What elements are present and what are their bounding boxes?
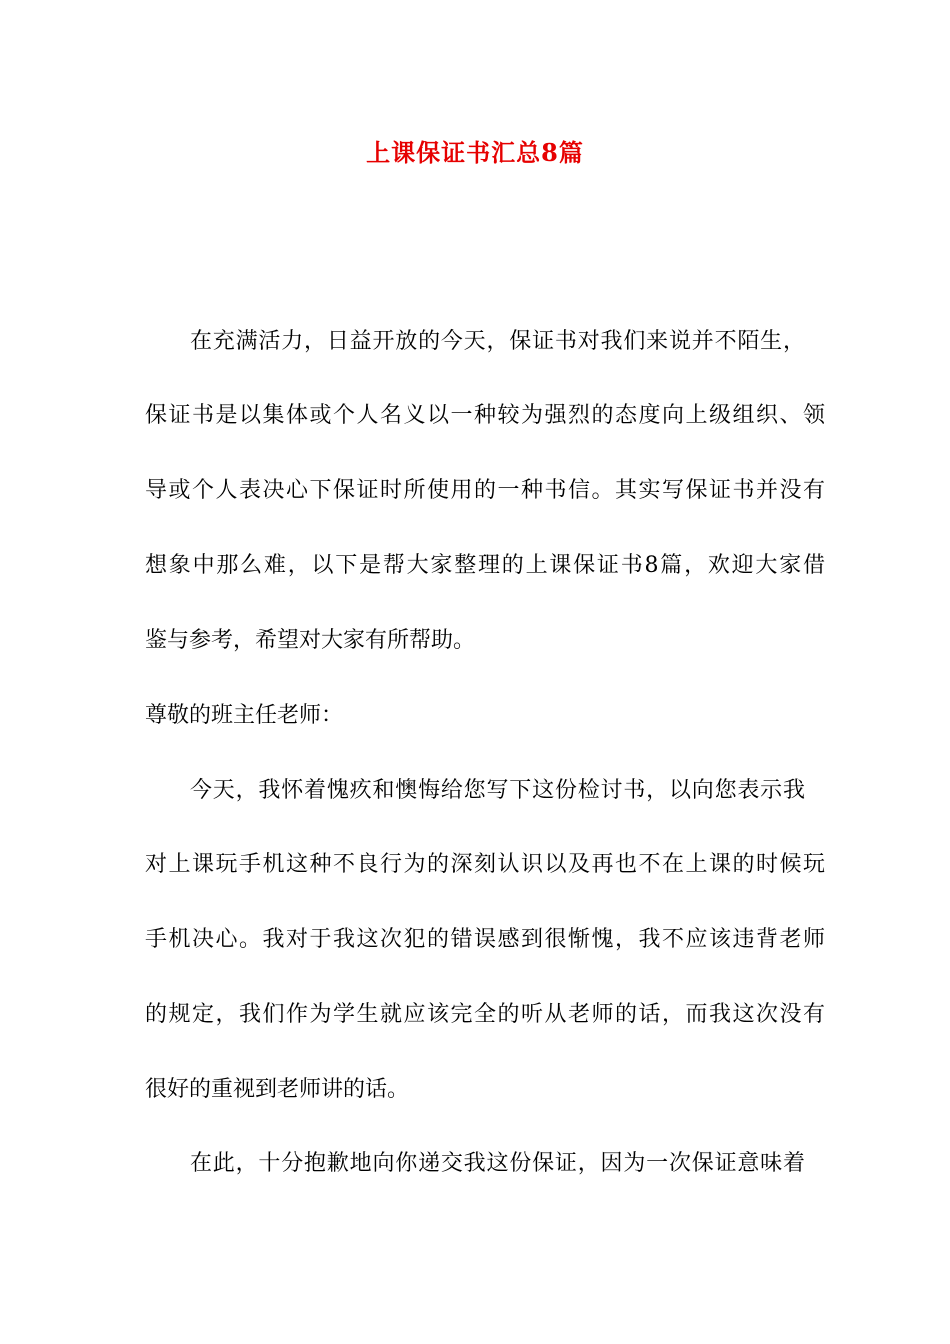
paragraph-line: 保证书是以集体或个人名义以一种较为强烈的态度向上级组织、领 bbox=[145, 403, 825, 428]
paragraph-line: 鉴与参考，希望对大家有所帮助。 bbox=[145, 628, 476, 653]
paragraph-line: 今天，我怀着愧疚和懊悔给您写下这份检讨书，以向您表示我 bbox=[190, 778, 805, 803]
paragraph-line: 导或个人表决心下保证时所使用的一种书信。其实写保证书并没有 bbox=[145, 478, 825, 503]
paragraph-line: 对上课玩手机这种不良行为的深刻认识以及再也不在上课的时候玩 bbox=[145, 852, 825, 877]
paragraph-line: 在此，十分抱歉地向你递交我这份保证，因为一次保证意味着 bbox=[190, 1151, 805, 1176]
salutation: 尊敬的班主任老师： bbox=[145, 703, 344, 728]
document-title: 上课保证书汇总8篇 bbox=[366, 138, 584, 167]
paragraph-line: 手机决心。我对于我这次犯的错误感到很惭愧，我不应该违背老师 bbox=[145, 927, 825, 952]
paragraph-line: 的规定，我们作为学生就应该完全的听从老师的话，而我这次没有 bbox=[145, 1002, 825, 1027]
paragraph-line: 很好的重视到老师讲的话。 bbox=[145, 1077, 410, 1102]
paragraph-line: 在充满活力，日益开放的今天，保证书对我们来说并不陌生， bbox=[190, 329, 805, 354]
paragraph-line: 想象中那么难，以下是帮大家整理的上课保证书8篇，欢迎大家借 bbox=[145, 553, 825, 578]
